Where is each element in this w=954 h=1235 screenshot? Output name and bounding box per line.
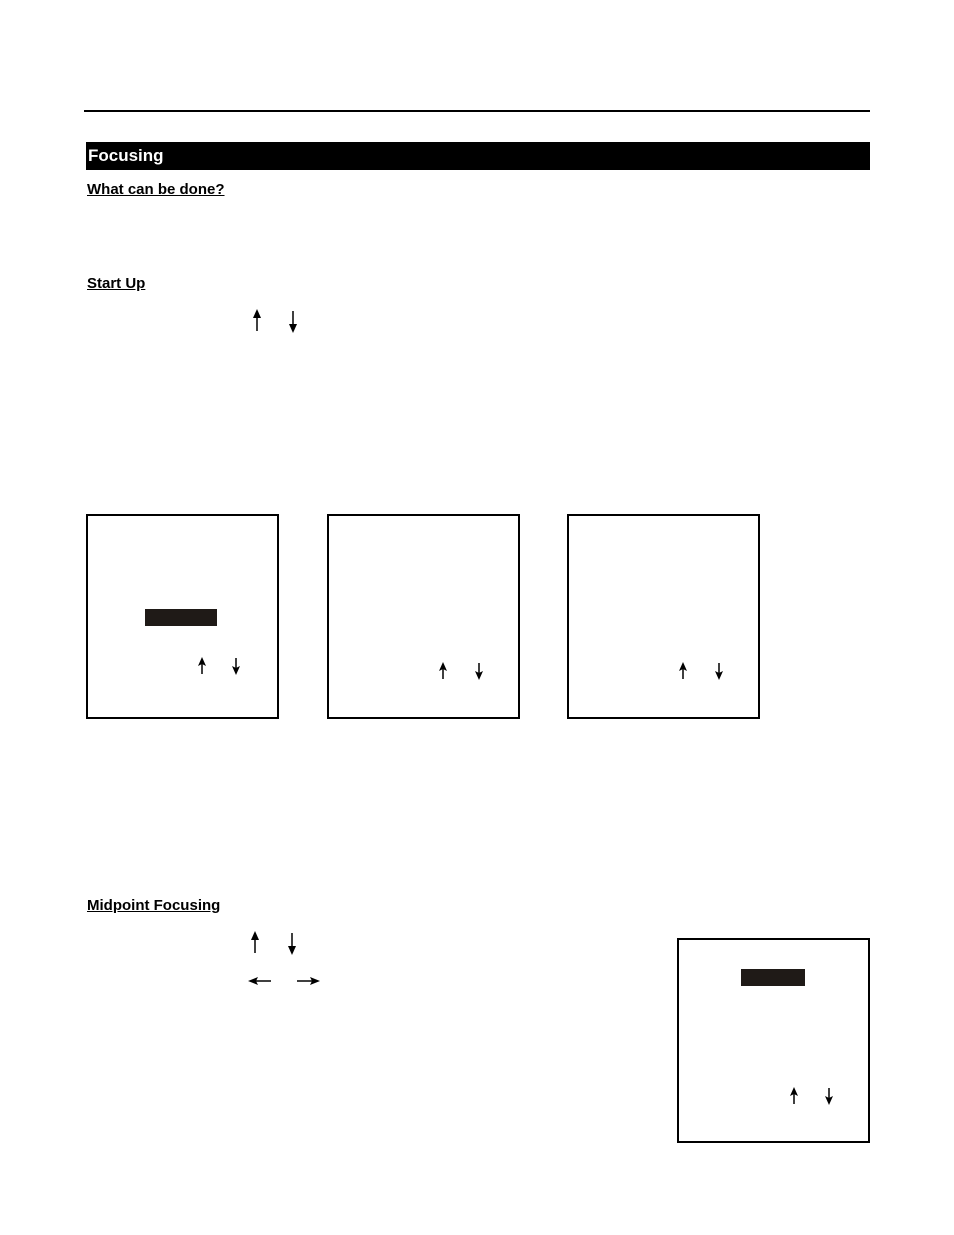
arrow-up-icon [250, 931, 260, 955]
arrow-down-icon [288, 309, 298, 333]
section-title-bar [86, 142, 870, 170]
arrow-down-icon [474, 662, 484, 680]
arrow-right-icon [296, 976, 320, 986]
top-rule [84, 110, 870, 112]
menu-panel-2 [327, 514, 520, 719]
highlighted-menu-item [741, 969, 805, 986]
arrow-down-icon [287, 931, 297, 955]
menu-panel-1 [86, 514, 279, 719]
section-title: Focusing [88, 146, 164, 165]
arrow-up-icon [678, 662, 688, 680]
menu-panel-4 [677, 938, 870, 1143]
arrow-up-icon [197, 657, 207, 675]
arrow-up-icon [438, 662, 448, 680]
highlighted-menu-item [145, 609, 217, 626]
arrow-down-icon [714, 662, 724, 680]
menu-panel-3 [567, 514, 760, 719]
heading-what-can-be-done: What can be done? [87, 181, 225, 198]
heading-start-up: Start Up [87, 275, 146, 292]
arrow-up-icon [789, 1087, 799, 1105]
arrow-up-icon [252, 309, 262, 333]
heading-midpoint-focusing: Midpoint Focusing [87, 897, 221, 914]
arrow-down-icon [231, 657, 241, 675]
arrow-left-icon [248, 976, 272, 986]
arrow-down-icon [824, 1087, 834, 1105]
